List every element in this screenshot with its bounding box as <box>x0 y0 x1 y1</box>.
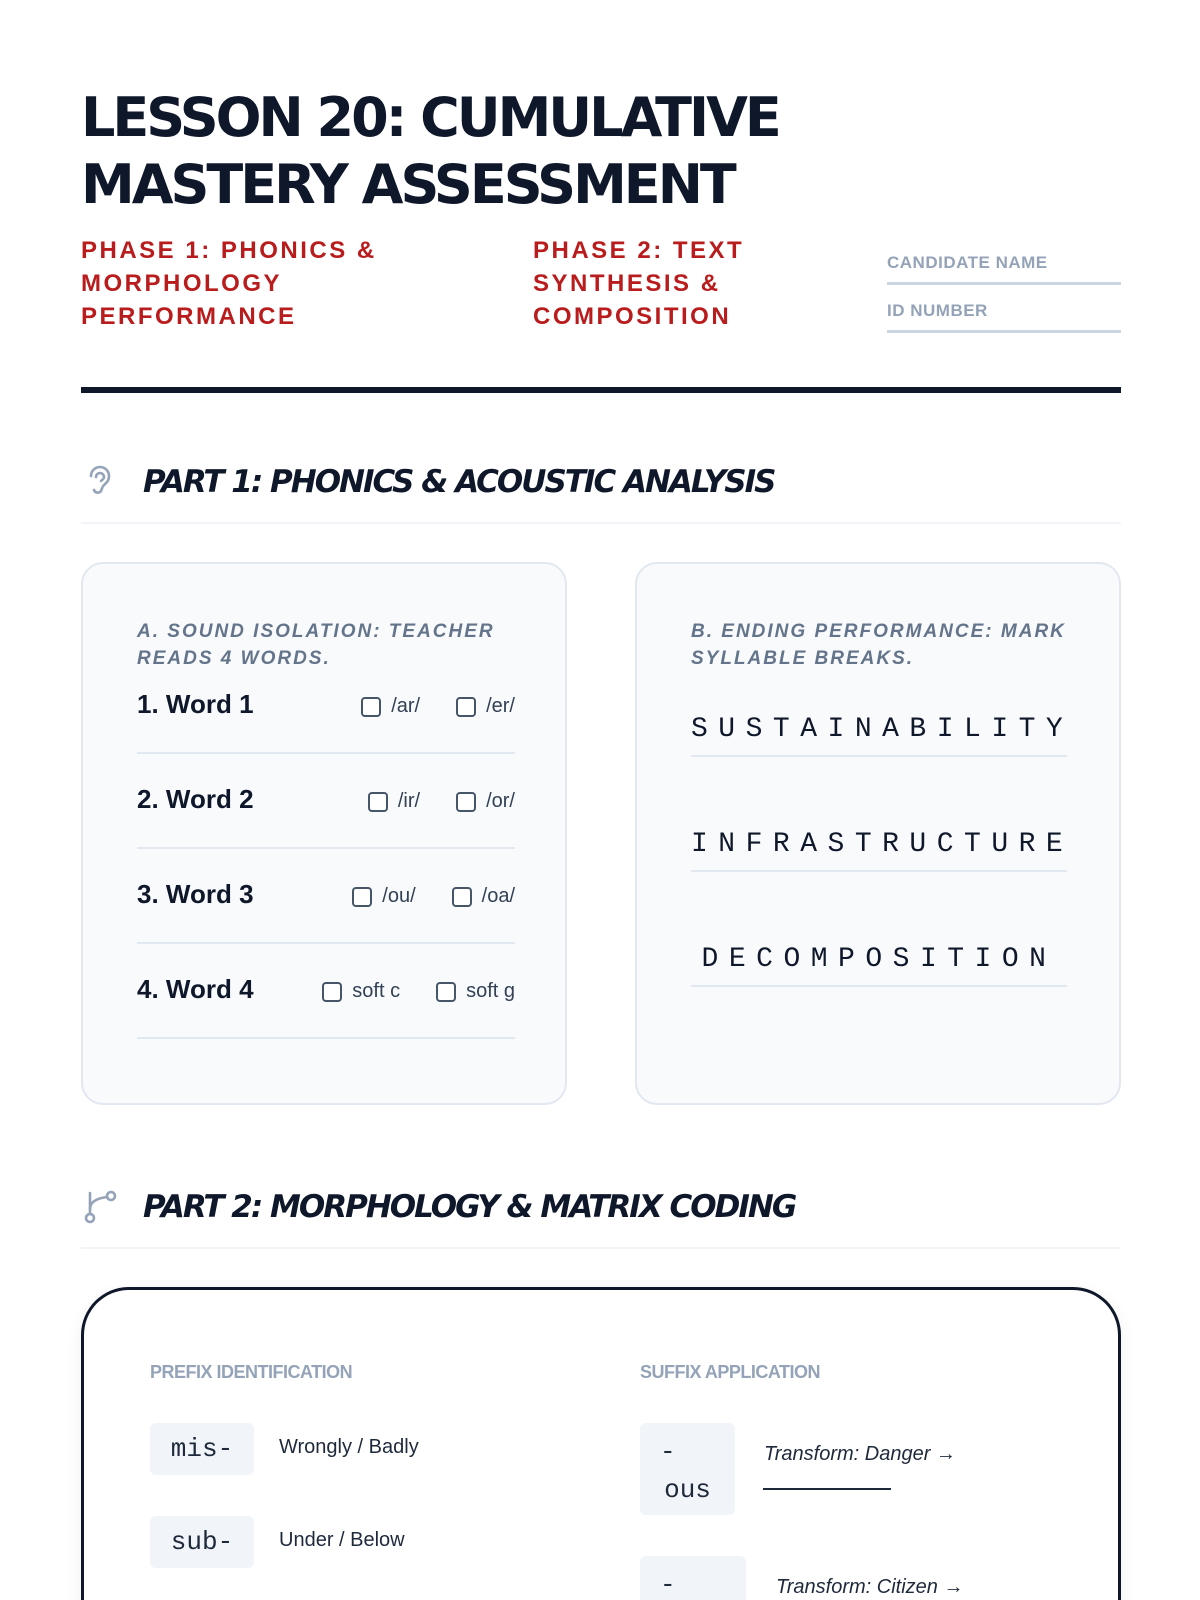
suffix-application-label: SUFFIX APPLICATION <box>640 1362 820 1382</box>
suffix-transform: Transform: Citizen → <box>776 1576 964 1598</box>
checkbox[interactable] <box>361 697 381 717</box>
option-label: soft c <box>352 980 401 1002</box>
candidate-name-field[interactable]: CANDIDATE NAME <box>887 253 1121 285</box>
branch-icon <box>81 1187 121 1227</box>
checkbox[interactable] <box>452 887 472 907</box>
part-2-header <box>81 1187 1121 1249</box>
question-label: 4. Word 4 <box>137 974 254 1004</box>
part-2-title: PART 2: MORPHOLOGY & MATRIX CODING <box>143 1189 796 1225</box>
suffix-dash: - <box>660 1570 676 1600</box>
assessment-page <box>81 0 1121 1600</box>
option-label: /er/ <box>486 695 515 717</box>
header-divider <box>81 387 1121 393</box>
phase-2-label: PHASE 2: TEXT SYNTHESIS & COMPOSITION <box>533 237 745 330</box>
prefix-identification-label: PREFIX IDENTIFICATION <box>150 1362 353 1382</box>
title-line-2: MASTERY ASSESSMENT <box>81 153 734 216</box>
syllable-breaks-card <box>635 562 1121 1105</box>
title-line-1: LESSON 20: CUMULATIVE <box>81 86 779 149</box>
checkbox[interactable] <box>322 982 342 1002</box>
question-label: 1. Word 1 <box>137 689 254 719</box>
question-row <box>137 754 515 849</box>
suffix-chip <box>640 1556 746 1600</box>
id-number-field[interactable]: ID NUMBER <box>887 301 1121 333</box>
options <box>322 980 515 1003</box>
sound-isolation-title: A. SOUND ISOLATION: TEACHER READS 4 WORDS. <box>137 621 495 669</box>
ear-icon <box>81 462 121 502</box>
sound-isolation-card <box>81 562 567 1105</box>
prefix-chip: sub- <box>150 1516 254 1568</box>
part-1-title: PART 1: PHONICS & ACOUSTIC ANALYSIS <box>143 464 775 500</box>
question-row <box>137 944 515 1039</box>
phase-1-label: PHASE 1: PHONICS & MORPHOLOGY PERFORMANCE <box>81 237 377 330</box>
checkbox[interactable] <box>456 697 476 717</box>
syllable-breaks-title: B. ENDING PERFORMANCE: MARK SYLLABLE BREAKS. <box>691 621 1066 669</box>
checkbox[interactable] <box>352 887 372 907</box>
prefix-chip: mis- <box>150 1423 254 1475</box>
suffix-text: ous <box>664 1475 711 1505</box>
checkbox[interactable] <box>456 792 476 812</box>
option-label: /ir/ <box>397 790 421 812</box>
matrix-coding-panel <box>81 1287 1121 1600</box>
part-1-header <box>81 462 1121 524</box>
question-row <box>137 849 515 944</box>
option-label: /ar/ <box>391 695 421 717</box>
syllable-word[interactable]: DECOMPOSITION <box>691 944 1067 987</box>
question-label: 2. Word 2 <box>137 784 254 814</box>
option-label: /or/ <box>486 790 515 812</box>
options <box>361 695 515 718</box>
page-title <box>81 84 981 218</box>
prefix-meaning: Under / Below <box>279 1529 405 1551</box>
prefix-meaning: Wrongly / Badly <box>279 1436 419 1458</box>
checkbox[interactable] <box>368 792 388 812</box>
options <box>368 790 515 813</box>
answer-blank[interactable] <box>763 1488 891 1490</box>
option-label: soft g <box>466 980 515 1002</box>
checkbox[interactable] <box>436 982 456 1002</box>
suffix-transform: Transform: Danger → <box>764 1443 956 1465</box>
suffix-dash: - <box>660 1437 676 1467</box>
question-row <box>137 659 515 754</box>
option-label: /oa/ <box>481 885 515 907</box>
syllable-word[interactable]: SUSTAINABILITY <box>691 714 1067 757</box>
options <box>352 885 515 908</box>
question-label: 3. Word 3 <box>137 879 254 909</box>
option-label: /ou/ <box>382 885 416 907</box>
syllable-word[interactable]: INFRASTRUCTURE <box>691 829 1067 872</box>
suffix-chip <box>640 1423 735 1515</box>
